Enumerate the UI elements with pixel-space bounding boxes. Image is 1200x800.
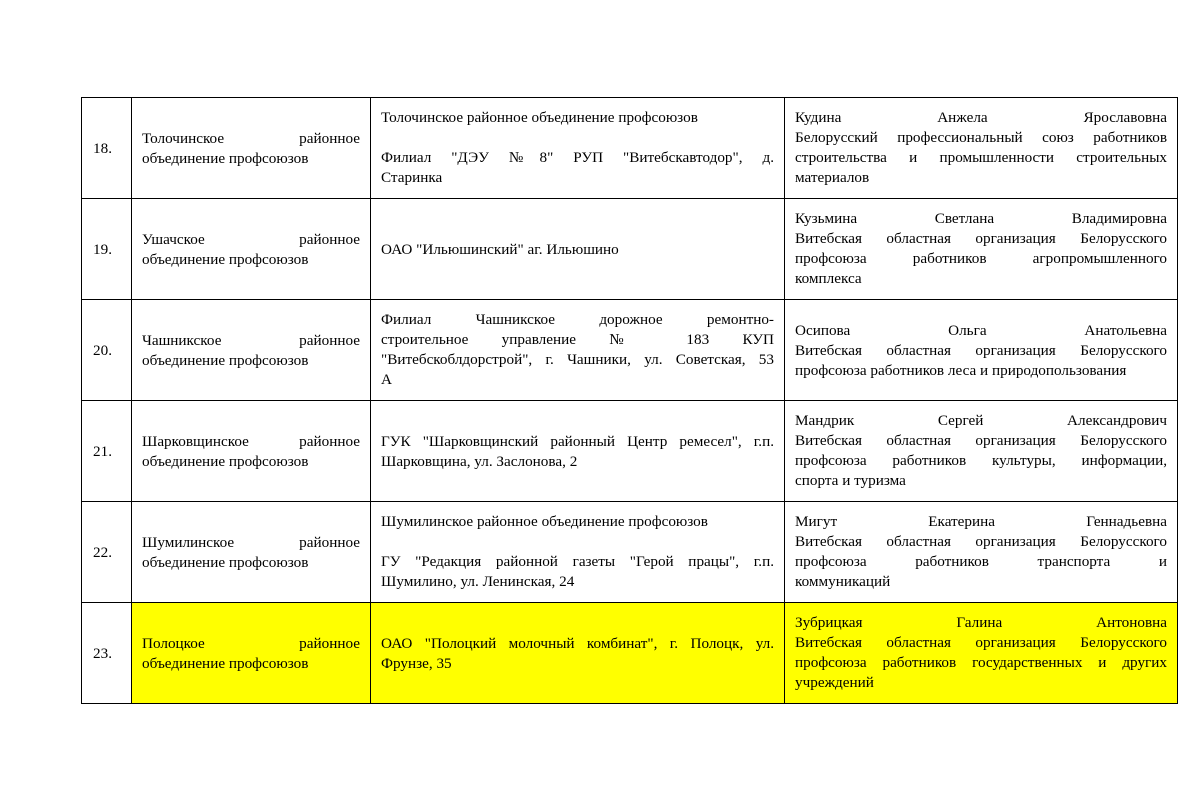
person-cell: Кудина Анжела Ярославовна Белорусский профессиональный союз работников строительства и промышленности строительных материалов xyxy=(785,98,1178,199)
person-cell: Мандрик Сергей Александрович Витебская областная организация Белорусского профсоюза работников культуры, информации, спорта и туризма xyxy=(785,401,1178,502)
place-cell: ГУК "Шарковщинский районный Центр ремесел", г.п. Шарковщина, ул. Заслонова, 2 xyxy=(371,401,785,502)
place-cell: Филиал Чашникское дорожное ремонтно- строительное управление № 183 КУП "Витебскоблдорстрой", г. Чашники, ул. Советская, 53 А xyxy=(371,300,785,401)
person-cell: Осипова Ольга Анатольевна Витебская областная организация Белорусского профсоюза работников леса и природопользования xyxy=(785,300,1178,401)
district-cell: Чашникское районное объединение профсоюзов xyxy=(132,300,371,401)
row-number: 20. xyxy=(82,300,132,401)
place-cell: ОАО "Полоцкий молочный комбинат", г. Полоцк, ул. Фрунзе, 35 xyxy=(371,603,785,704)
district-cell: Полоцкое районное объединение профсоюзов xyxy=(132,603,371,704)
district-cell: Ушачское районное объединение профсоюзов xyxy=(132,199,371,300)
district-cell: Толочинское районное объединение профсоюзов xyxy=(132,98,371,199)
person-cell: Мигут Екатерина Геннадьевна Витебская областная организация Белорусского профсоюза работников транспорта и коммуникаций xyxy=(785,502,1178,603)
district-cell: Шарковщинское районное объединение профсоюзов xyxy=(132,401,371,502)
place-cell: Шумилинское районное объединение профсоюзов ГУ "Редакция районной газеты "Герой працы", г.п. Шумилино, ул. Ленинская, 24 xyxy=(371,502,785,603)
table-row-highlighted xyxy=(82,603,1178,704)
table-row xyxy=(82,300,1178,401)
person-cell: Кузьмина Светлана Владимировна Витебская областная организация Белорусского профсоюза работников агропромышленного комплекса xyxy=(785,199,1178,300)
row-number: 18. xyxy=(82,98,132,199)
events-table xyxy=(81,97,1178,704)
row-number: 19. xyxy=(82,199,132,300)
place-cell: Толочинское районное объединение профсоюзов Филиал "ДЭУ №8" РУП "Витебскавтодор", д. Старинка xyxy=(371,98,785,199)
row-number: 22. xyxy=(82,502,132,603)
table-row xyxy=(82,199,1178,300)
table-row xyxy=(82,98,1178,199)
district-cell: Шумилинское районное объединение профсоюзов xyxy=(132,502,371,603)
table-row xyxy=(82,502,1178,603)
row-number: 23. xyxy=(82,603,132,704)
place-cell: ОАО "Ильюшинский" аг. Ильюшино xyxy=(371,199,785,300)
table-row xyxy=(82,401,1178,502)
person-cell: Зубрицкая Галина Антоновна Витебская областная организация Белорусского профсоюза работников государственных и других учреждений xyxy=(785,603,1178,704)
row-number: 21. xyxy=(82,401,132,502)
